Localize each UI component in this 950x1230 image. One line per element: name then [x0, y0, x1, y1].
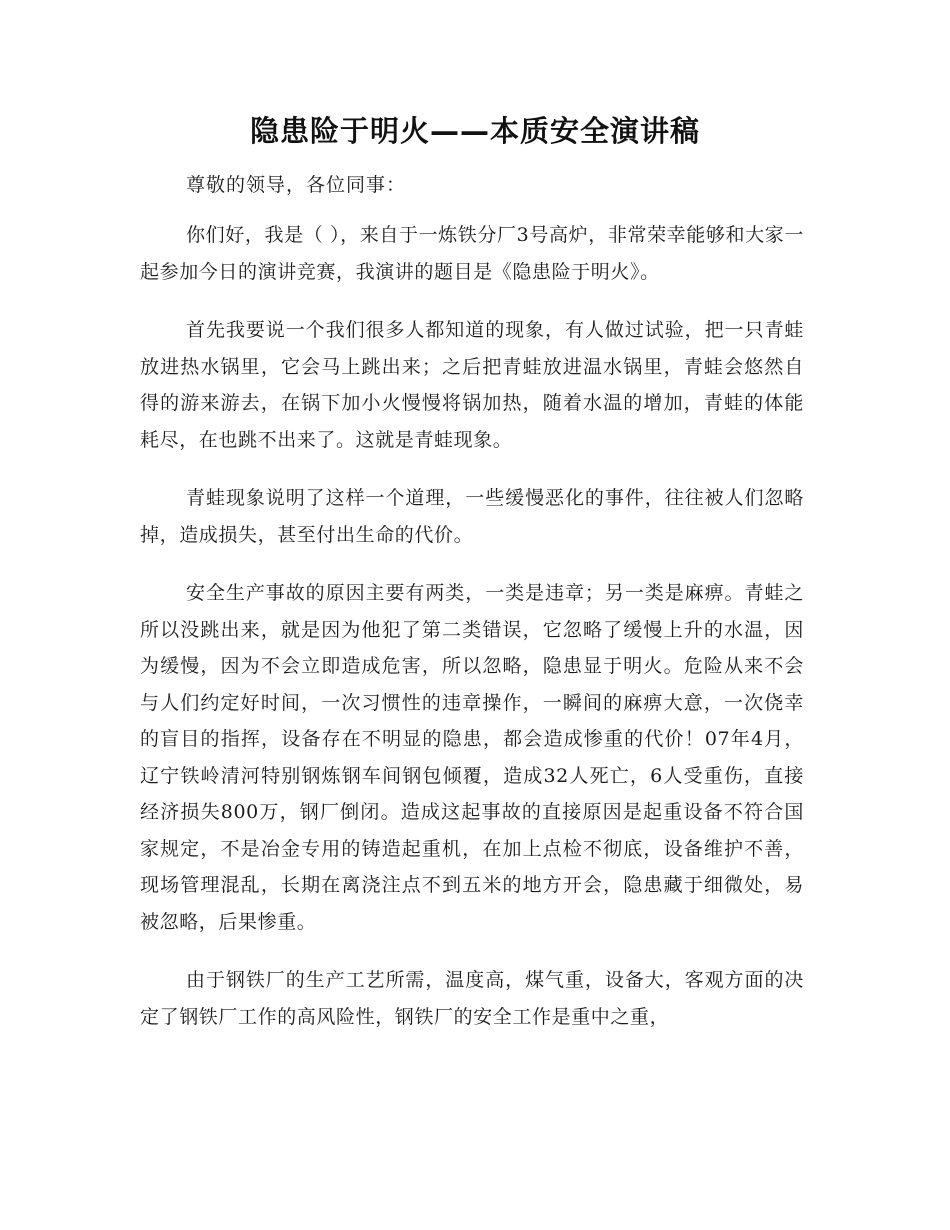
paragraph-frog-experiment: 首先我要说一个我们很多人都知道的现象，有人做过试验，把一只青蛙放进热水锅里，它会马上跳出来；之后把青蛙放进温水锅里，青蛙会悠然自得的游来游去，在锅下加小火慢慢将锅加热，随着水温的增加，青蛙的体能耗尽，在也跳不出来了。这就是青蛙现象。	[140, 319, 804, 451]
salutation: 尊敬的领导，各位同事：	[186, 174, 407, 196]
paragraph-greeting: 你们好，我是（ ），来自于一炼铁分厂3号高炉，非常荣幸能够和大家一起参加今日的演讲竞赛，我演讲的题目是《隐患险于明火》。	[140, 224, 804, 283]
document-body	[140, 217, 804, 1057]
document-title: 隐患险于明火——本质安全演讲稿	[249, 114, 700, 148]
paragraph-steel-plant-risk: 由于钢铁厂的生产工艺所需，温度高，煤气重，设备大，客观方面的决定了钢铁厂工作的高风险性，钢铁厂的安全工作是重中之重，	[140, 969, 804, 1028]
paragraph-frog-lesson: 青蛙现象说明了这样一个道理，一些缓慢恶化的事件，往往被人们忽略掉，造成损失，甚至付出生命的代价。	[140, 487, 804, 546]
paragraph-accident-causes: 安全生产事故的原因主要有两类，一类是违章；另一类是麻痹。青蛙之所以没跳出来，就是因为他犯了第二类错误，它忽略了缓慢上升的水温，因为缓慢，因为不会立即造成危害，所以忽略，隐患显于明火。危险从来不会与人们约定好时间，一次习惯性的违章操作，一瞬间的麻痹大意，一次侥幸的盲目的指挥，设备存在不明显的隐患，都会造成惨重的代价！07年4月，辽宁铁岭清河特别钢炼钢车间钢包倾覆，造成32人死亡，6人受重伤，直接经济损失800万，钢厂倒闭。造成这起事故的直接原因是起重设备不符合国家规定，不是冶金专用的铸造起重机，在加上点检不彻底，设备维护不善，现场管理混乱，长期在离浇注点不到五米的地方开会，隐患藏于细微处，易被忽略，后果惨重。	[140, 582, 804, 933]
